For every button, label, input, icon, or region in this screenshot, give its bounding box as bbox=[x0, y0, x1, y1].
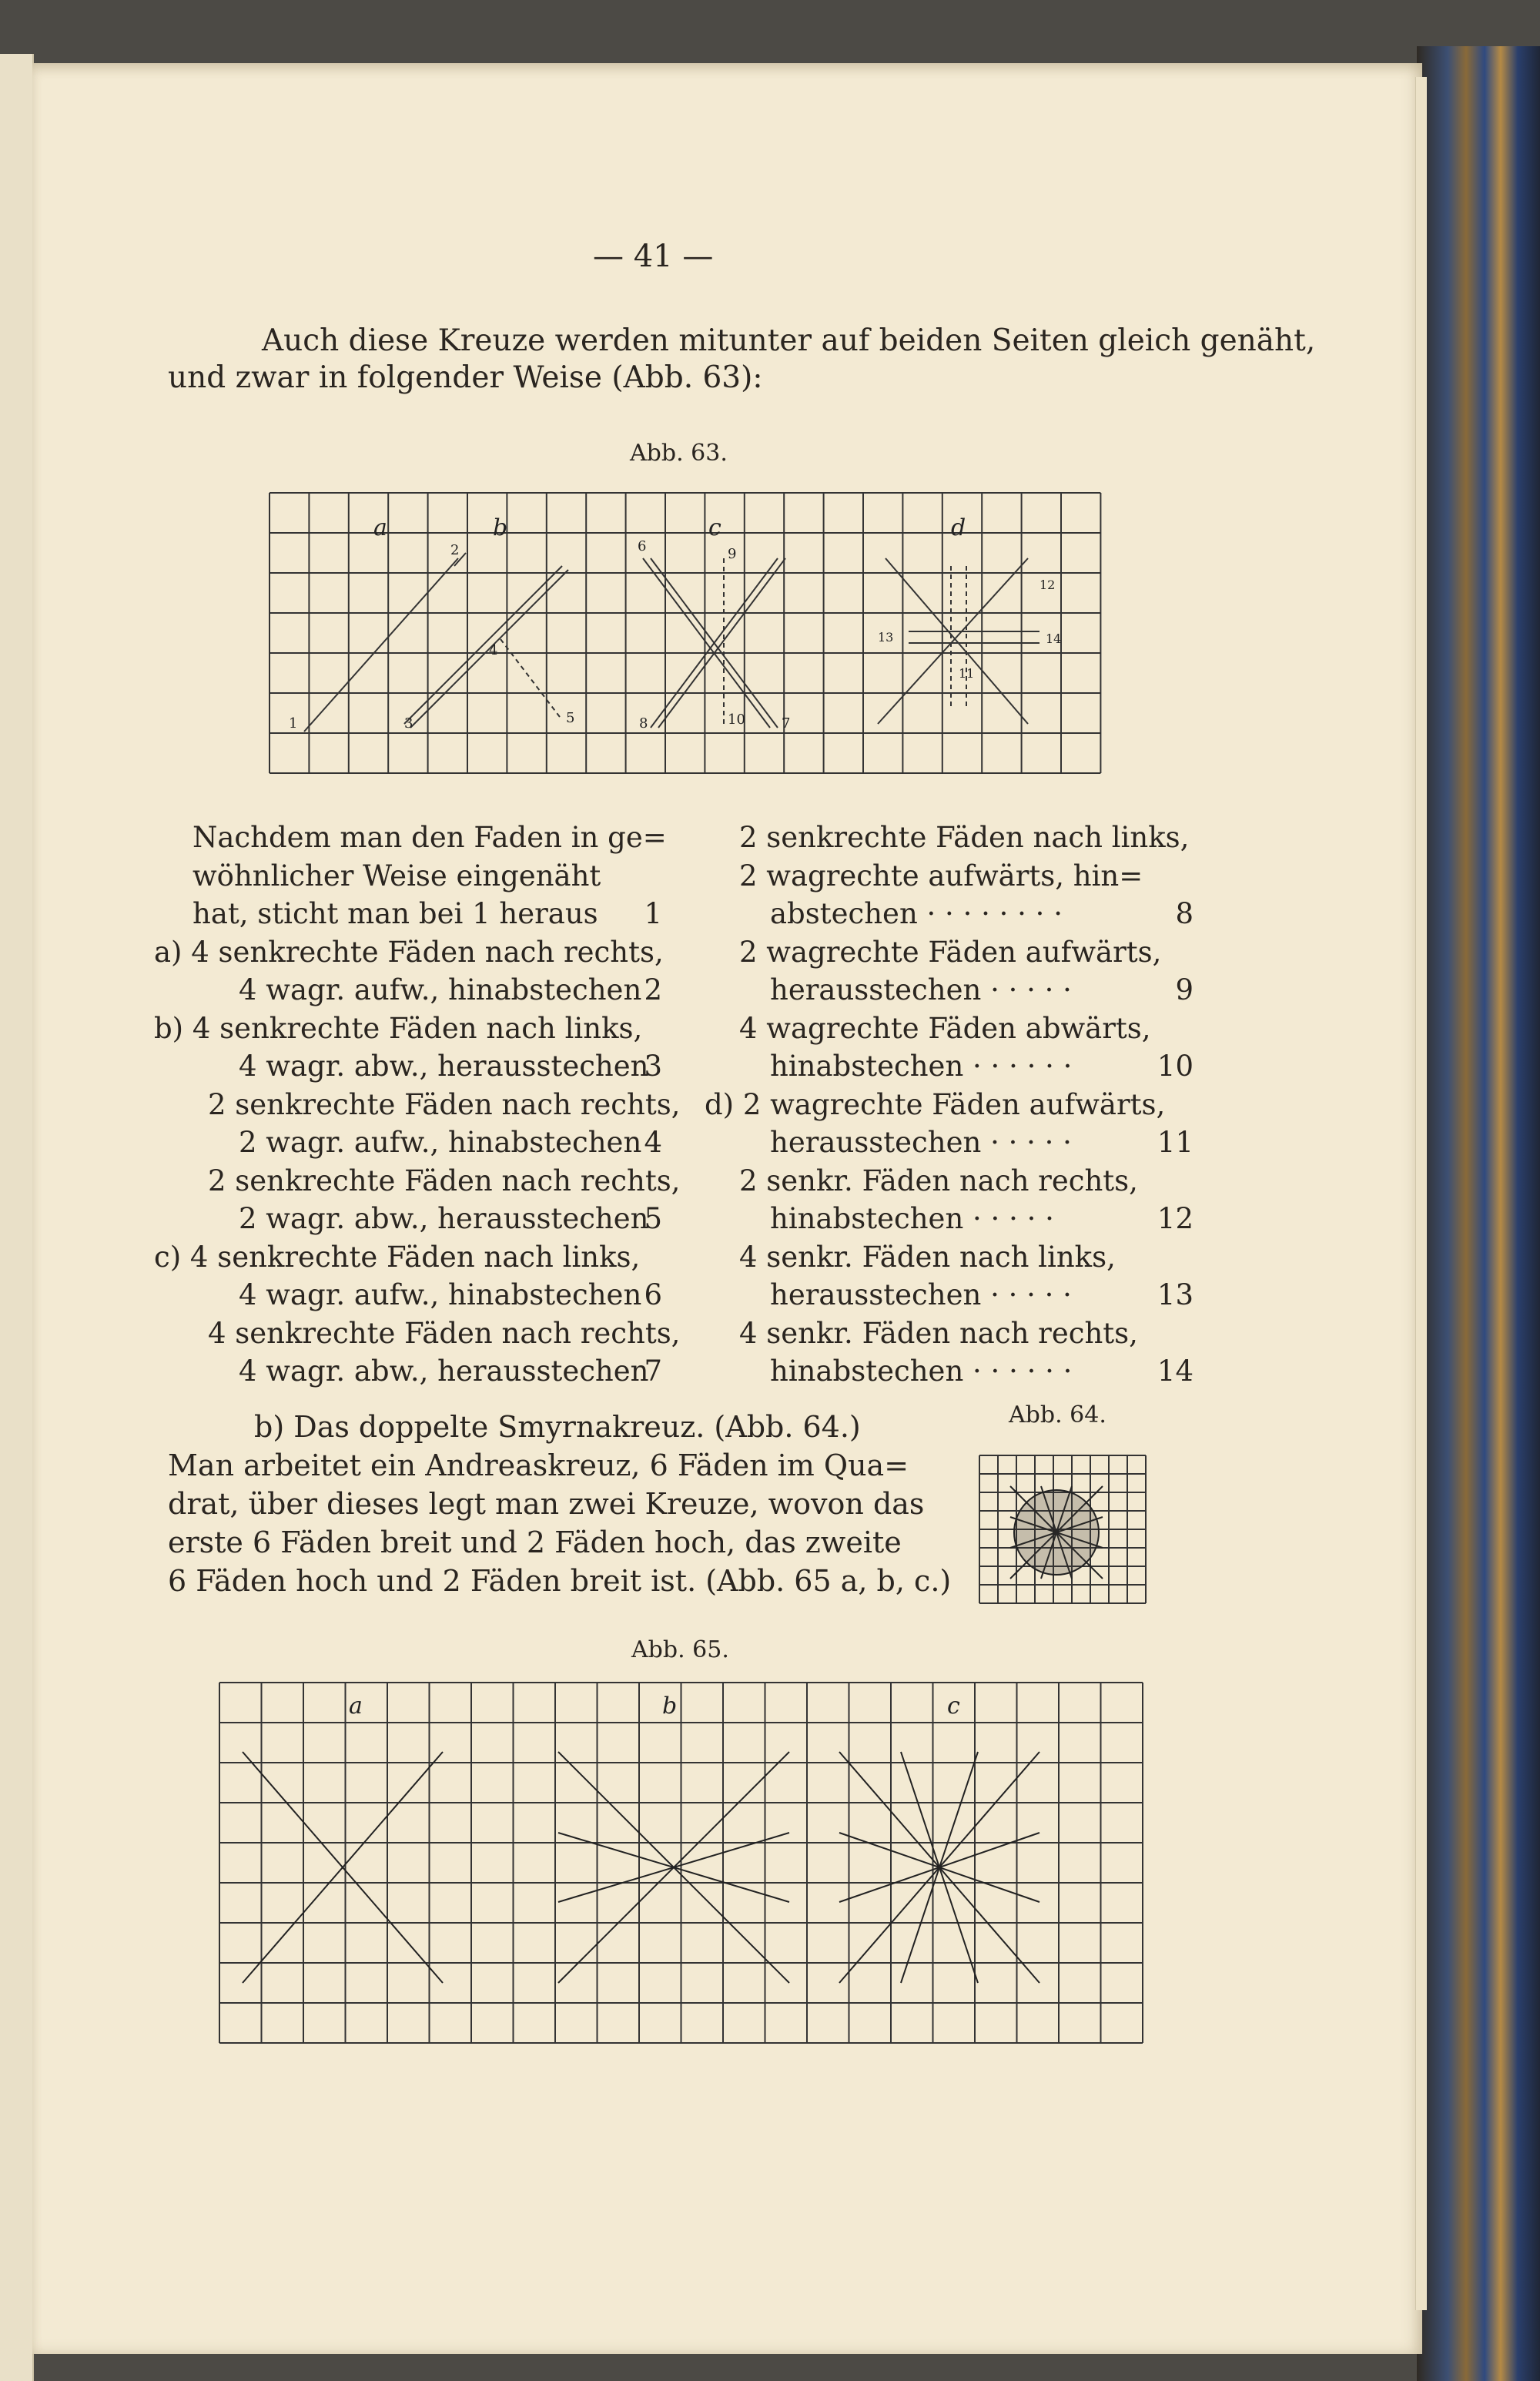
right-line: 2 wagrechte Fäden aufwärts, bbox=[739, 935, 1162, 969]
left-line: c) 4 senkrechte Fäden nach links, bbox=[154, 1240, 641, 1274]
right-line: 4 senkr. Fäden nach rechts, bbox=[739, 1316, 1138, 1350]
left-step-number: 2 bbox=[644, 973, 662, 1006]
left-line: 4 senkrechte Fäden nach rechts, bbox=[208, 1316, 681, 1350]
fig64-caption: Abb. 64. bbox=[1009, 1401, 1106, 1428]
page-fore-edge bbox=[1415, 77, 1427, 2310]
right-step-number: 12 bbox=[1157, 1202, 1194, 1235]
right-step-number: 13 bbox=[1157, 1278, 1194, 1311]
figure-63-diagram bbox=[270, 493, 1101, 778]
left-step-number: 4 bbox=[644, 1126, 662, 1159]
left-line: 4 wagr. aufw., hinabstechen bbox=[239, 1278, 642, 1311]
left-line: hat, sticht man bei 1 heraus bbox=[192, 897, 598, 930]
left-step-number: 5 bbox=[644, 1202, 662, 1235]
right-step-number: 8 bbox=[1175, 897, 1194, 930]
fig63-num-11: 11 bbox=[959, 666, 975, 681]
smyrna-line-1: b) Das doppelte Smyrnakreuz. (Abb. 64.) bbox=[254, 1410, 861, 1444]
left-line: 4 wagr. aufw., hinabstechen bbox=[239, 973, 642, 1006]
fig63-num-3: 3 bbox=[404, 715, 413, 732]
fig63-letter-d: d bbox=[951, 514, 966, 541]
intro-line-2: und zwar in folgender Weise (Abb. 63): bbox=[168, 360, 763, 395]
left-line: Nachdem man den Faden in ge= bbox=[192, 821, 667, 854]
figure-65-diagram bbox=[219, 1683, 1143, 2044]
left-line: a) 4 senkrechte Fäden nach rechts, bbox=[154, 935, 664, 969]
fig63-num-5: 5 bbox=[566, 710, 575, 726]
right-line: hinabstechen · · · · · · bbox=[770, 1355, 1073, 1388]
right-line: hinabstechen · · · · · bbox=[770, 1202, 1054, 1235]
fig63-num-10: 10 bbox=[728, 712, 745, 728]
fig65-letter-c: c bbox=[947, 1693, 960, 1720]
left-line: 4 wagr. abw., herausstechen bbox=[239, 1050, 649, 1083]
right-step-number: 14 bbox=[1157, 1355, 1194, 1388]
right-line: 2 senkr. Fäden nach rechts, bbox=[739, 1164, 1138, 1197]
left-step-number: 3 bbox=[644, 1050, 662, 1083]
marbled-cover-edge bbox=[1417, 46, 1540, 2381]
smyrna-line-4: erste 6 Fäden breit und 2 Fäden hoch, das zweite bbox=[168, 1525, 902, 1559]
fig63-num-13: 13 bbox=[878, 630, 894, 645]
right-line: herausstechen · · · · · bbox=[770, 973, 1072, 1006]
fig63-num-1: 1 bbox=[289, 715, 298, 732]
right-line: 2 senkrechte Fäden nach links, bbox=[739, 821, 1190, 854]
left-step-number: 6 bbox=[644, 1278, 662, 1311]
left-line: 2 wagr. aufw., hinabstechen bbox=[239, 1126, 642, 1159]
right-line: 2 wagrechte aufwärts, hin= bbox=[739, 859, 1143, 892]
fig63-num-2: 2 bbox=[450, 542, 460, 558]
fig63-num-12: 12 bbox=[1040, 578, 1056, 592]
fig63-num-6: 6 bbox=[638, 538, 647, 554]
facing-page-edge bbox=[0, 54, 34, 2381]
fig63-num-7: 7 bbox=[782, 715, 791, 732]
right-line: 4 senkr. Fäden nach links, bbox=[739, 1240, 1116, 1274]
fig63-num-8: 8 bbox=[639, 715, 648, 732]
right-line: 4 wagrechte Fäden abwärts, bbox=[739, 1011, 1151, 1045]
figure-64-diagram bbox=[979, 1455, 1164, 1609]
fig63-letter-b: b bbox=[493, 514, 508, 541]
smyrna-line-3: drat, über dieses legt man zwei Kreuze, wovon das bbox=[168, 1487, 925, 1521]
fig63-caption: Abb. 63. bbox=[630, 440, 728, 467]
fig63-num-14: 14 bbox=[1046, 631, 1062, 646]
fig63-letter-a: a bbox=[373, 514, 387, 541]
left-line: 4 wagr. abw., herausstechen bbox=[239, 1355, 649, 1388]
left-line: 2 senkrechte Fäden nach rechts, bbox=[208, 1164, 681, 1197]
left-step-number: 7 bbox=[644, 1355, 662, 1388]
right-line: herausstechen · · · · · bbox=[770, 1126, 1072, 1159]
fig65-letter-b: b bbox=[662, 1693, 678, 1720]
right-line: abstechen · · · · · · · · bbox=[770, 897, 1063, 930]
intro-line-1: Auch diese Kreuze werden mitunter auf beiden Seiten gleich genäht, bbox=[262, 323, 1316, 358]
right-line: herausstechen · · · · · bbox=[770, 1278, 1072, 1311]
right-line: d) 2 wagrechte Fäden aufwärts, bbox=[705, 1087, 1166, 1121]
left-line: b) 4 senkrechte Fäden nach links, bbox=[154, 1011, 643, 1045]
left-line: 2 senkrechte Fäden nach rechts, bbox=[208, 1087, 681, 1121]
page-number: — 41 — bbox=[593, 239, 714, 274]
right-step-number: 11 bbox=[1157, 1126, 1194, 1159]
right-step-number: 9 bbox=[1175, 973, 1194, 1006]
fig63-letter-c: c bbox=[708, 514, 721, 541]
left-step-number: 1 bbox=[644, 897, 662, 930]
fig65-letter-a: a bbox=[349, 1693, 363, 1720]
right-step-number: 10 bbox=[1157, 1050, 1194, 1083]
left-line: wöhnlicher Weise eingenäht bbox=[192, 859, 601, 892]
smyrna-line-5: 6 Fäden hoch und 2 Fäden breit ist. (Abb. 65 a, b, c.) bbox=[168, 1564, 952, 1598]
right-line: hinabstechen · · · · · · bbox=[770, 1050, 1073, 1083]
fig65-caption: Abb. 65. bbox=[631, 1636, 729, 1663]
fig63-num-4: 4 bbox=[489, 642, 498, 658]
smyrna-line-2: Man arbeitet ein Andreaskreuz, 6 Fäden im Qua= bbox=[168, 1448, 909, 1482]
fig63-num-9: 9 bbox=[728, 546, 737, 562]
left-line: 2 wagr. abw., herausstechen bbox=[239, 1202, 649, 1235]
